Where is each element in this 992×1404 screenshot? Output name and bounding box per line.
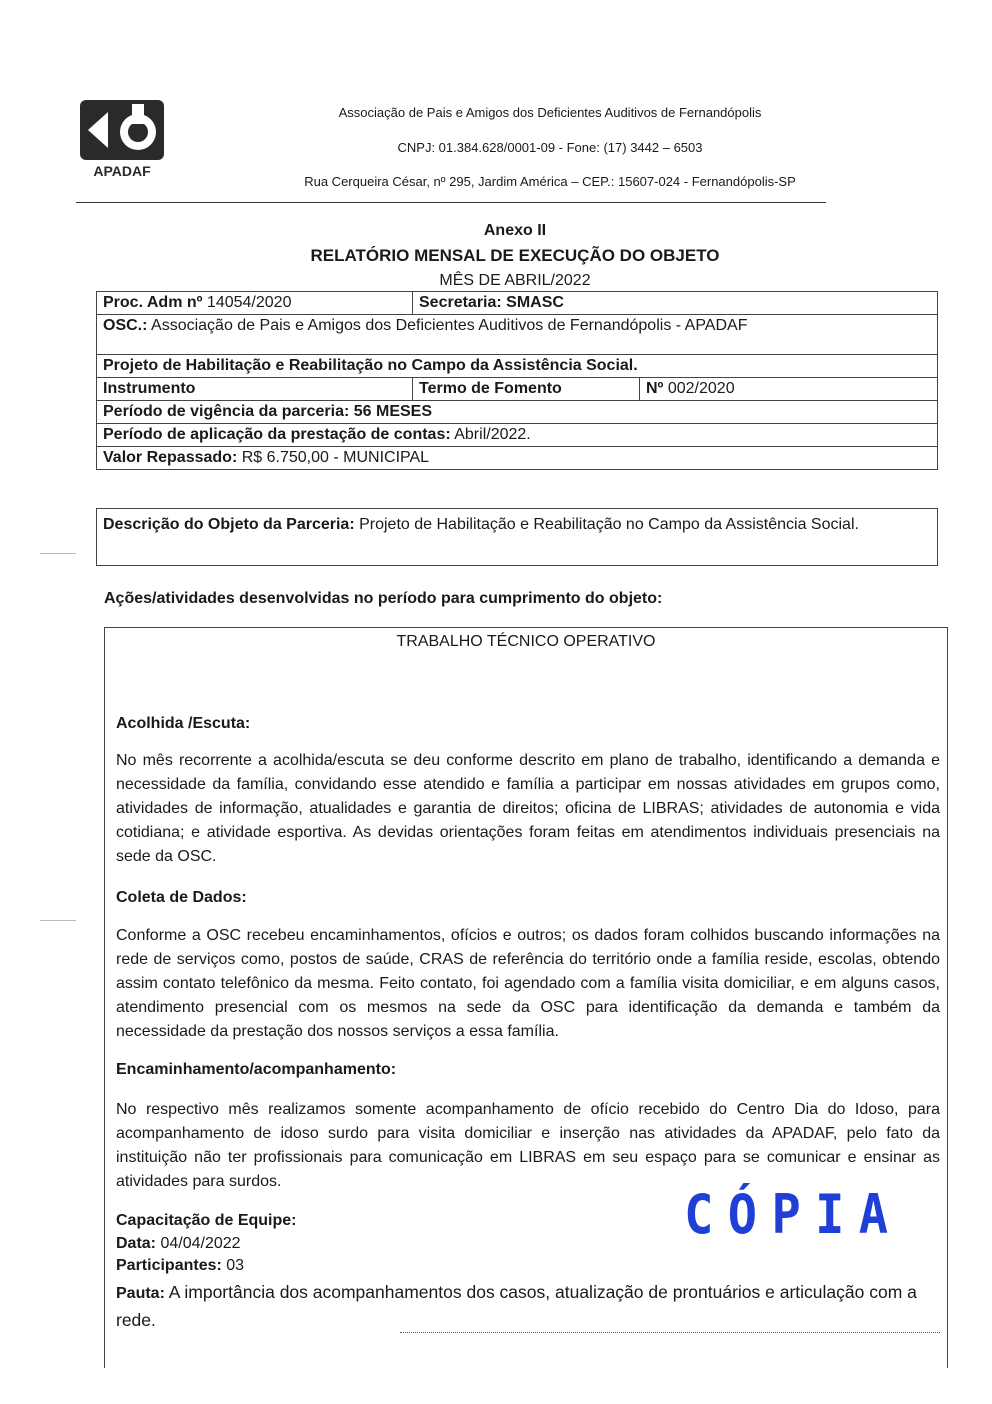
encaminhamento-paragraph: No respectivo mês realizamos somente acompanhamento de ofício recebido do Centro Dia do Idoso, para acompanhamento de idoso surdo para visita domiciliar e inserção nas atividades da APADAF, pelo fato da instituição não ter profissionais para comunicação em LIBRAS em seu espaço para se comunicar e ensinar as atividades para surdos. (116, 1101, 940, 1190)
panel-title: TRABALHO TÉCNICO OPERATIVO (396, 633, 656, 650)
data-value: 04/04/2022 (156, 1235, 241, 1252)
secretaria-cell: Secretaria: SMASC (413, 292, 938, 315)
header-divider (76, 202, 826, 203)
logo-text: APADAF (93, 163, 151, 179)
instrumento-label: Instrumento (97, 378, 413, 401)
participantes-label: Participantes: (116, 1257, 222, 1274)
capacitacao-data (116, 1235, 241, 1253)
proc-value: 14054/2020 (202, 294, 292, 311)
valor-value: R$ 6.750,00 - MUNICIPAL (237, 449, 430, 466)
proc-cell (97, 292, 413, 315)
proc-label: Proc. Adm nº (103, 294, 203, 311)
pauta-value: A importância dos acompanhamentos dos casos, atualização de prontuários e articulação com a rede. (116, 1282, 917, 1330)
valor-cell (97, 447, 938, 470)
table-row (97, 315, 938, 355)
aplicacao-label: Período de aplicação da prestação de contas: (103, 426, 451, 443)
participantes-value: 03 (221, 1257, 245, 1274)
osc-value: Associação de Pais e Amigos dos Deficientes Auditivos de Fernandópolis - APADAF (147, 317, 748, 334)
descricao-label: Descrição do Objeto da Parceria: (103, 516, 355, 533)
pauta-label: Pauta: (116, 1285, 165, 1302)
osc-label: OSC.: (103, 317, 148, 334)
trabalho-tecnico-panel (104, 627, 948, 1368)
punch-mark (40, 920, 76, 921)
capacitacao-participantes (116, 1257, 244, 1275)
instrumento-value: Termo de Fomento (413, 378, 640, 401)
coleta-paragraph: Conforme a OSC recebeu encaminhamentos, ofícios e outros; os dados foram colhidos buscando informações na rede de serviços como, postos de saúde, CRAS de referência do território onde a família reside, escolas, obtendo assim contato telefônico da mesma. Feito contato, foi agendado com a família visita domiciliar, e em alguns casos, atendimento presencial com os mesmos na sede da OSC para identificação da demanda e também da necessidade da prestação dos nossos serviços a essa família. (116, 927, 940, 1040)
capacitacao-pauta (116, 1279, 940, 1334)
encaminhamento-heading: Encaminhamento/acompanhamento: (116, 1061, 397, 1078)
valor-label: Valor Repassado: (103, 449, 238, 466)
apadaf-logo (78, 98, 166, 180)
numero-cell (640, 378, 938, 401)
table-row (97, 378, 938, 401)
table-row (97, 355, 938, 378)
aplicacao-value: Abril/2022. (450, 426, 531, 443)
identification-table (96, 291, 938, 470)
numero-value: 002/2020 (663, 380, 735, 397)
aplicacao-cell (97, 424, 938, 447)
org-name: Associação de Pais e Amigos dos Deficientes Auditivos de Fernandópolis (338, 105, 762, 120)
punch-mark (40, 553, 76, 554)
org-address: Rua Cerqueira César, nº 295, Jardim América – CEP.: 15607-024 - Fernandópolis-SP (304, 174, 796, 189)
projeto-cell: Projeto de Habilitação e Reabilitação no Campo da Assistência Social. (97, 355, 938, 378)
acolhida-paragraph: No mês recorrente a acolhida/escuta se deu conforme descrito em plano de trabalho, identificando a demanda e necessidade da família, convidando esse atendido e família a participar em nossas atividades em grupos como, atividades de informação, atualidades e garantia de direitos; oficina de LIBRAS; atividades de autonomia e vida cotidiana; e atividade esportiva. As devidas orientações foram feitas em atendimentos individuais presenciais na sede da OSC. (116, 752, 940, 865)
descricao-box (96, 508, 938, 566)
numero-label: Nº (646, 380, 664, 397)
capacitacao-heading: Capacitação de Equipe: (116, 1212, 297, 1229)
page-cutoff-line (400, 1332, 940, 1333)
report-month: MÊS DE ABRIL/2022 (439, 272, 591, 289)
copia-stamp: CÓPIA (684, 1183, 903, 1246)
table-row (97, 401, 938, 424)
cnpj-phone: CNPJ: 01.384.628/0001-09 - Fone: (17) 3442 – 6503 (397, 140, 703, 155)
annex-label: Anexo II (483, 222, 547, 239)
data-label: Data: (116, 1235, 157, 1252)
acolhida-heading: Acolhida /Escuta: (116, 715, 251, 732)
table-row (97, 424, 938, 447)
vigencia-cell: Período de vigência da parceria: 56 MESES (97, 401, 938, 424)
table-row (97, 292, 938, 315)
descricao-value: Projeto de Habilitação e Reabilitação no Campo da Assistência Social. (354, 516, 859, 533)
table-row (97, 447, 938, 470)
report-title: RELATÓRIO MENSAL DE EXECUÇÃO DO OBJETO (310, 246, 720, 265)
coleta-heading: Coleta de Dados: (116, 889, 247, 906)
osc-cell (97, 315, 938, 355)
acoes-heading: Ações/atividades desenvolvidas no período para cumprimento do objeto: (104, 590, 663, 607)
